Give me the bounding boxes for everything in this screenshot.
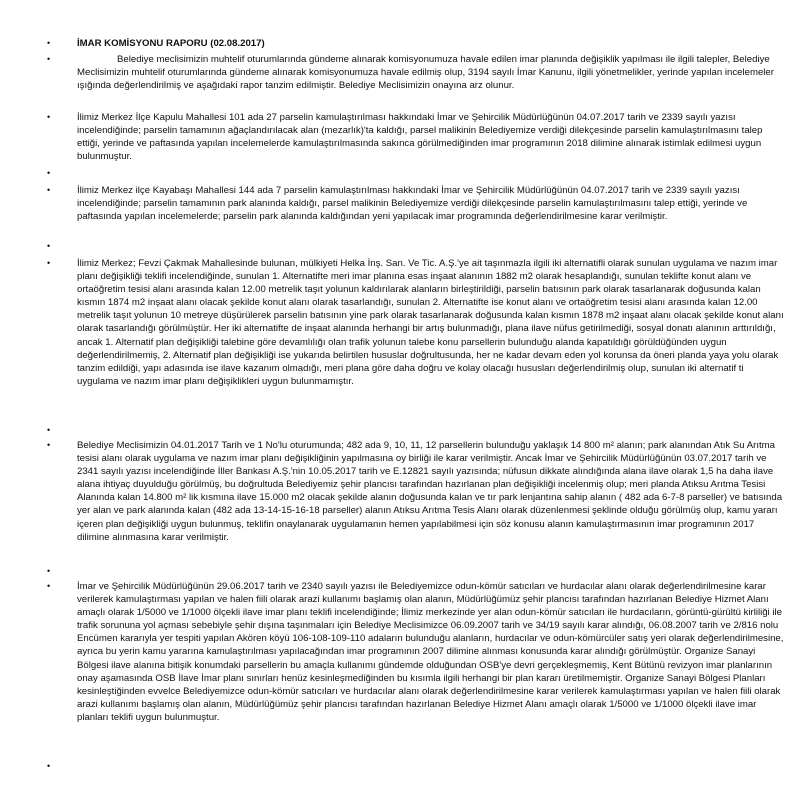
decision-paragraph-aritma-tesisi: Belediye Meclisimizin 04.01.2017 Tarih ve 1 No'lu oturumunda; 482 ada 9, 10, 11, 12 parsellerin bulunduğu yaklaşık 14 800 m² alanın; park alanından Atık Su Arıtma tesisi alanı olarak uygulama ve nazım imar planı değişikliğinin yapılmasına oy birliği ile karar verilmiştir. Ancak İmar ve Şehircilik Müdürlüğünün 03.07.2017 tarih ve 2341 sayılı yazısı incelendiğinde İller Bankası A.Ş.'nin 10.05.2017 tarih ve E.12821 sayılı yazısında; nüfusun dikkate alındığında alana ilave olarak 1,5 ha daha ilave alana ihtiyaç duyulduğu görülmüş, bu doğrultuda Belediyemiz şehir plancısı tarafından hazırlanan plan değişikliği incelenmiş olup; meri planda Atıksu Arıtma Tesisi Alanında kalan 14.800 m² lik kısmına ilave 15.000 m2 olacak şekilde alanın doğusunda kalan ve tır park lenjantına sahip alanın ( 482 ada 6-7-8 parseller) ve batısında yer alan ve park alanında kalan (482 ada 13-14-15-16-18 parseller) alanın Atıksu Arıtma Tesis Alanı olarak düzenlenmesi şeklinde olduğu görülmüş olup, kamu yararı içeren plan değişikliği uygun bulunmuş, teklifin onaylanarak uygulamanın hemen yapılabilmesi için söz konusu alanın kamulaştırmasının imar programının 2017 dilimine alınmasına karar verilmiştir. [77, 440, 783, 543]
decision-item-odun-komur [0, 580, 787, 724]
decision-paragraph-odun-komur: İmar ve Şehircilik Müdürlüğünün 29.06.2017 tarih ve 2340 sayılı yazısı ile Belediyemizce odun-kömür satıcıları ve hurdacılar alanı olarak değerlendirilmesine karar verilerek kamulaştırması yapılan ve halen fiili olarak arazi kullanımı başlamış olan alanın, Müdürlüğümüz şehir plancısı tarafından hazırlanan Belediye Hizmet Alanı amaçlı olarak 1/5000 ve 1/1000 ölçekli ilave imar planı teklifi incelendiğinde; İlimiz merkezinde yer alan odun-kömür satıcıları ile hurdacıların, görüntü-gürültü kirliliği ile trafik sorununa yol açması sebebiyle şehir dışına taşınmaları için Belediye Meclisimizce 06.09.2007 tarih ve 34/19 sayılı karar alındığı, 06.08.2007 tarih ve 2/816 nolu Encümen kararıyla yer tespiti yapılan Akören köyü 106-108-109-110 adaların bulunduğu alanların, hurdacılar ve odun-kömürcüler satış yeri olarak değerlendirilmesine, ayrıca bu yerin kamu yararına kamulaştırılması yapılacağından imar programının 2007 dilimine alınması konusunda karar alındığı görülmüştür. Organize Sanayi Bölgesi ilave alanına bitişik konumdaki parsellerin bu amaçla kullanımı gündemde olduğundan OSB'ye devri gerçekleşmemiş, Kent Bütünü revizyon imar planlarının onay aşamasında OSB İlave İmar planı sınırları henüz kesinleşmediğinden bu kısımla ilgili herhangi bir plan kararı üretilmemiştir. Organize Sanayi Bölgesi Planları kesinleştiğinden evvelce Belediyemizce odun-kömür satıcıları ve hurdacılar alanı olarak değerlendirilmesine karar verilerek kamulaştırması yapılan ve halen fiili olarak arazi kullanımı başlamış olan alanın, Müdürlüğümüz şehir plancısı tarafından hazırlanan Belediye Hizmet Alanı amaçlı olarak 1/5000 ve 1/1000 ölçekli ilave imar planları teklifi uygun bulunmuştur. [77, 581, 784, 723]
bullet: • [47, 581, 51, 591]
decision-paragraph-kayabasi: İlimiz Merkez ilçe Kayabaşı Mahallesi 144 ada 7 parselin kamulaştırılması hakkındaki İmar ve Şehircilik Müdürlüğünün 04.07.2017 tarih ve 2339 sayılı yazısı incelendiğinde; parselin tamamının park alanında kaldığı, parsel malikinin Belediyemize verdiği dilekçesinde parselin kamulaştırılmasını talep ettiği, yerinde ve paftasında yapılan incelemelerde; parselin park alanında kaldığından yeni yapılacak imar programında değerlendirilmesine karar verilmiştir. [77, 185, 748, 223]
bullet: • [47, 440, 51, 450]
bullet: • [47, 258, 51, 268]
bullet: • [47, 54, 51, 64]
bullet: • [47, 761, 51, 771]
decision-item-aritma-tesisi [0, 439, 787, 544]
decision-paragraph-fevzi-cakmak: İlimiz Merkez; Fevzi Çakmak Mahallesinde bulunan, mülkiyeti Helka İnş. San. Ve Tic. A.Ş.'ye ait taşınmazla ilgili iki alternatifli olarak sunulan uygulama ve nazım imar planı değişikliği teklifi incelendiğinde, sunulan 1. Alternatifte meri imar planına esas inşaat alanının 1882 m2 olarak hesaplandığı, sunulan teklifte konut alanı ve ortaöğretim tesisi alanı arasında kalan 12.00 metrelik taşıt yolunun kaldırılarak alanların birleştirildiği, parselin batısının park olarak tasarlanarak doğusunda kalan kısmın 1874 m2 inşaat alanı olacak şekilde konut alanı olarak tasarlandığı, sunulan 2. Alternatifte ise konut alanı ve ortaöğretim tesisi alanı arasında kalan 12.00 metrelik taşıt yolunun 10 metreye düşürülerek parselin batısının yine park olarak tasarlanarak doğusunda kalan kısmın 1878 m2 inşaat alanı olacak şekilde konut alanı olarak tasarlandığı görülmüştür. Her iki alternatifte de inşaat alanında herhangi bir artış bulunmadığı, plana ilave nüfus getirilmediği, sosyal donatı alanının arttırıldığı, ancak 1. Alternatif plan değişikliği talebine göre devamlılığı olan trafik yolunun talebe konu parsellerin bulunduğu alanda kapatıldığı görüldüğünden uygun değerlendirilmemiş, 2. Alternatif plan değişikliği ise yukarıda belirtilen hususlar doğrultusunda, her ne kadar devam eden yol korunsa da öneri planda yaya yolu olarak tanzim edildiği, yapı adasında ise ilave kazanım olmadığı, meri plana göre daha doğru ve kolay olacağı hususları değerlendirilmiş olup, sunulan iki alternatif ti uygulama ve nazım imar planı değişiklikleri uygun bulunmamıştır. [77, 258, 784, 387]
bullet: • [47, 566, 51, 576]
decision-paragraph-kapulu: İlimiz Merkez İlçe Kapulu Mahallesi 101 ada 27 parselin kamulaştırılması hakkındaki İmar ve Şehircilik Müdürlüğünün 04.07.2017 tarih ve 2339 sayılı yazısı incelendiğinde; parselin tamamının ağaçlandırılacak alan (mezarlık)'ta kaldığı, parsel malikinin Belediyemize verdiği dilekçesinde parselin kamulaştırılmasını talep ettiği, yerinde ve paftasında yapılan incelemelerde kamulaştırılmasında sakınca görülmediğinden imar programının 2018 dilimine alınarak istimlak edilmesi uygun bulunmuştur. [77, 112, 763, 163]
bullet: • [47, 425, 51, 435]
bullet: • [47, 241, 51, 251]
bullet: • [47, 112, 51, 122]
bullet: • [47, 168, 51, 178]
report-title-item [0, 37, 787, 50]
decision-item-kapulu [0, 111, 787, 163]
report-title: İMAR KOMİSYONU RAPORU (02.08.2017) [77, 38, 265, 49]
intro-paragraph-item [0, 53, 787, 92]
bullet: • [47, 38, 51, 48]
bullet: • [47, 185, 51, 195]
decision-item-fevzi-cakmak [0, 257, 787, 388]
decision-item-kayabasi [0, 184, 787, 223]
intro-paragraph: Belediye meclisimizin muhtelif oturumlarında gündeme alınarak komisyonumuza havale edilen imar planında değişiklik yapılması ile ilgili talepler, Belediye Meclisimizin muhtelif oturumlarında gündeme alınarak komisyonumuza havale edilmiş olup, 3194 sayılı İmar Kanunu, ilgili yönetmelikler, yerinde yapılan incelemeler ışığında değerlendirilmiş ve aşağıdaki rapor tanzim edilmiştir. Belediye Meclisimizin onayına arz olunur. [77, 54, 774, 92]
